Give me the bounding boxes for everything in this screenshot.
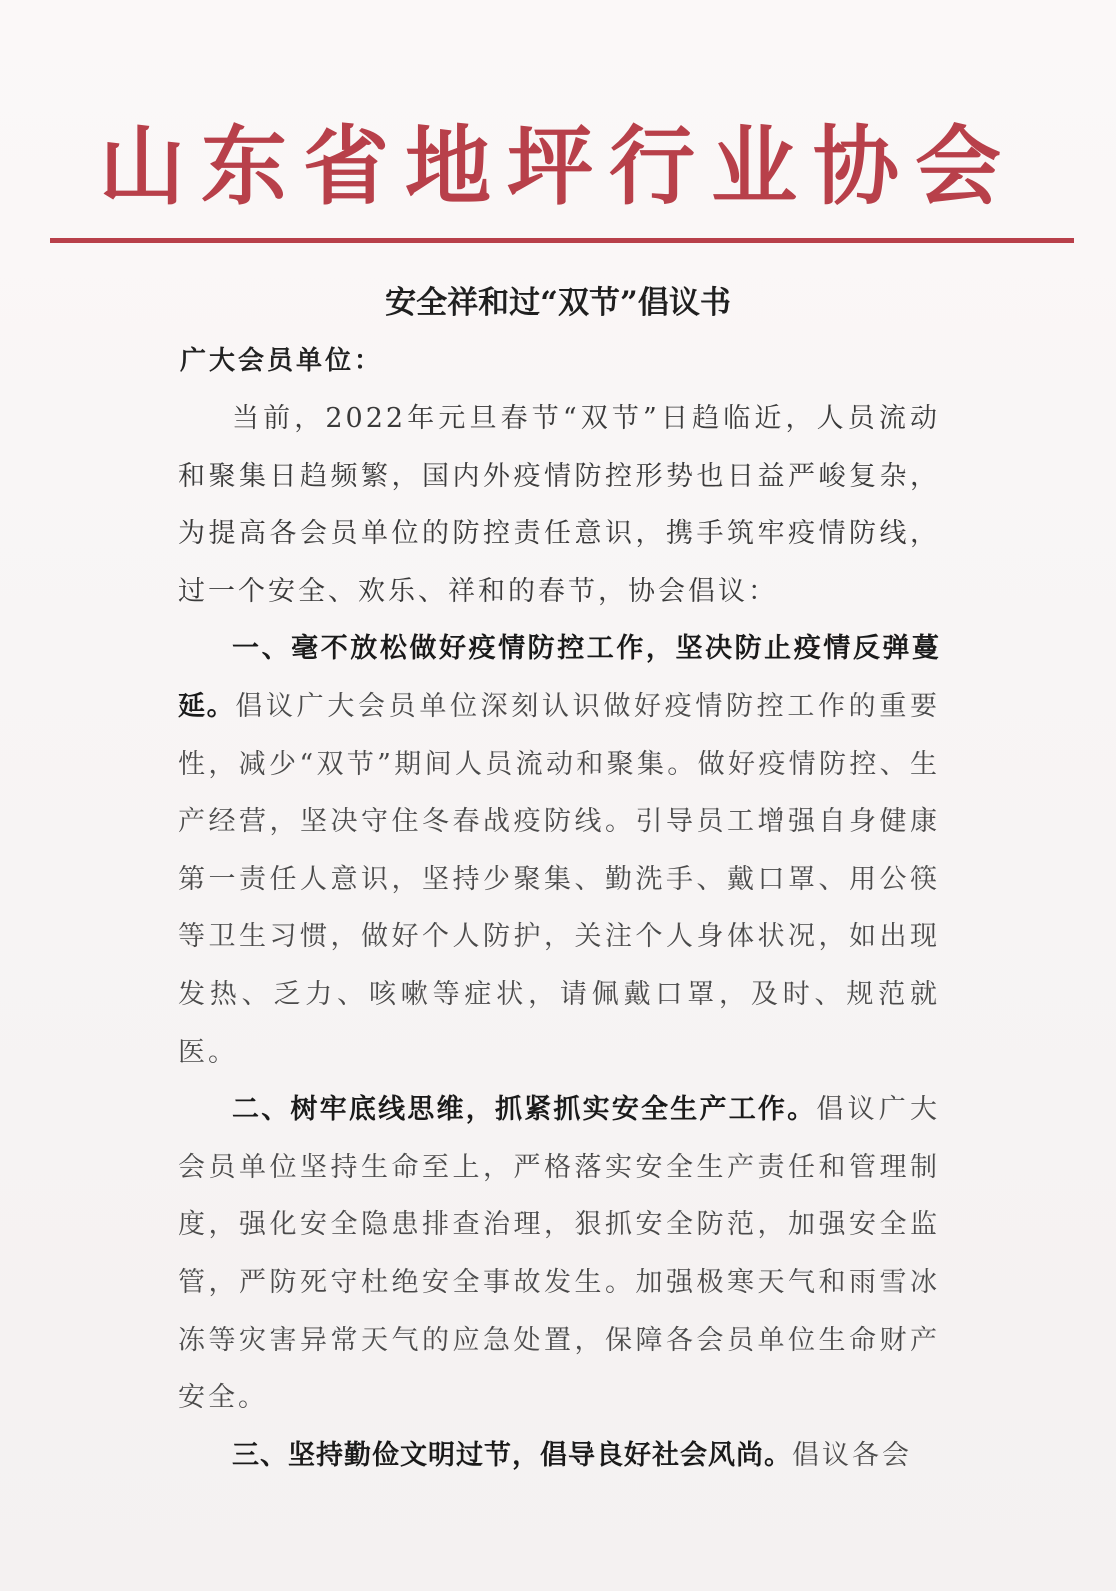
section-text-1: 倡议广大会员单位深刻认识做好疫情防控工作的重要性，减少“双节”期间人员流动和聚集。做好疫情防控、生产经营，坚决守住冬春战疫防线。引导员工增强自身健康第一责任人意识，坚持少聚集、勤洗手、戴口罩、用公筷等卫生习惯，做好个人防护，关注个人身体状况，如出现发热、乏力、咳嗽等症状，请佩戴口罩，及时、规范就医。: [178, 690, 941, 1068]
letterhead-title: 山东省地坪行业协会: [99, 117, 1017, 217]
intro-paragraph: 当前，2022年元旦春节“双节”日趋临近，人员流动和聚集日趋频繁，国内外疫情防控形势也日益严峻复杂，为提高各会员单位的防控责任意识，携手筑牢疫情防线，过一个安全、欢乐、祥和的春节，协会倡议：: [178, 403, 940, 607]
letterhead-divider: [50, 238, 1074, 243]
section-heading-3: 三、坚持勤俭文明过节，倡导良好社会风尚。: [232, 1439, 792, 1471]
section-paragraph-3: [178, 1427, 940, 1485]
section-heading-2: 二、树牢底线思维，抓紧抓实安全生产工作。: [232, 1094, 817, 1126]
section-text-2: 倡议广大会员单位坚持生命至上，严格落实安全生产责任和管理制度，强化安全隐患排查治理，狠抓安全防范，加强安全监管，严防死守杜绝安全事故发生。加强极寒天气和雨雪冰冻等灾害异常天气的应急处置，保障各会员单位生命财产安全。: [178, 1094, 941, 1414]
section-text-3: 倡议各会: [792, 1439, 912, 1471]
section-paragraph-1: [178, 620, 940, 1081]
document-title: 安全祥和过“双节”倡议书: [385, 285, 731, 321]
section-paragraph-2: [178, 1081, 940, 1427]
document-body: [178, 390, 940, 1484]
section-heading-1: 一、毫不放松做好疫情防控工作，坚决防止疫情反弹蔓延。: [178, 633, 940, 722]
salutation: 广大会员单位：: [180, 346, 384, 376]
